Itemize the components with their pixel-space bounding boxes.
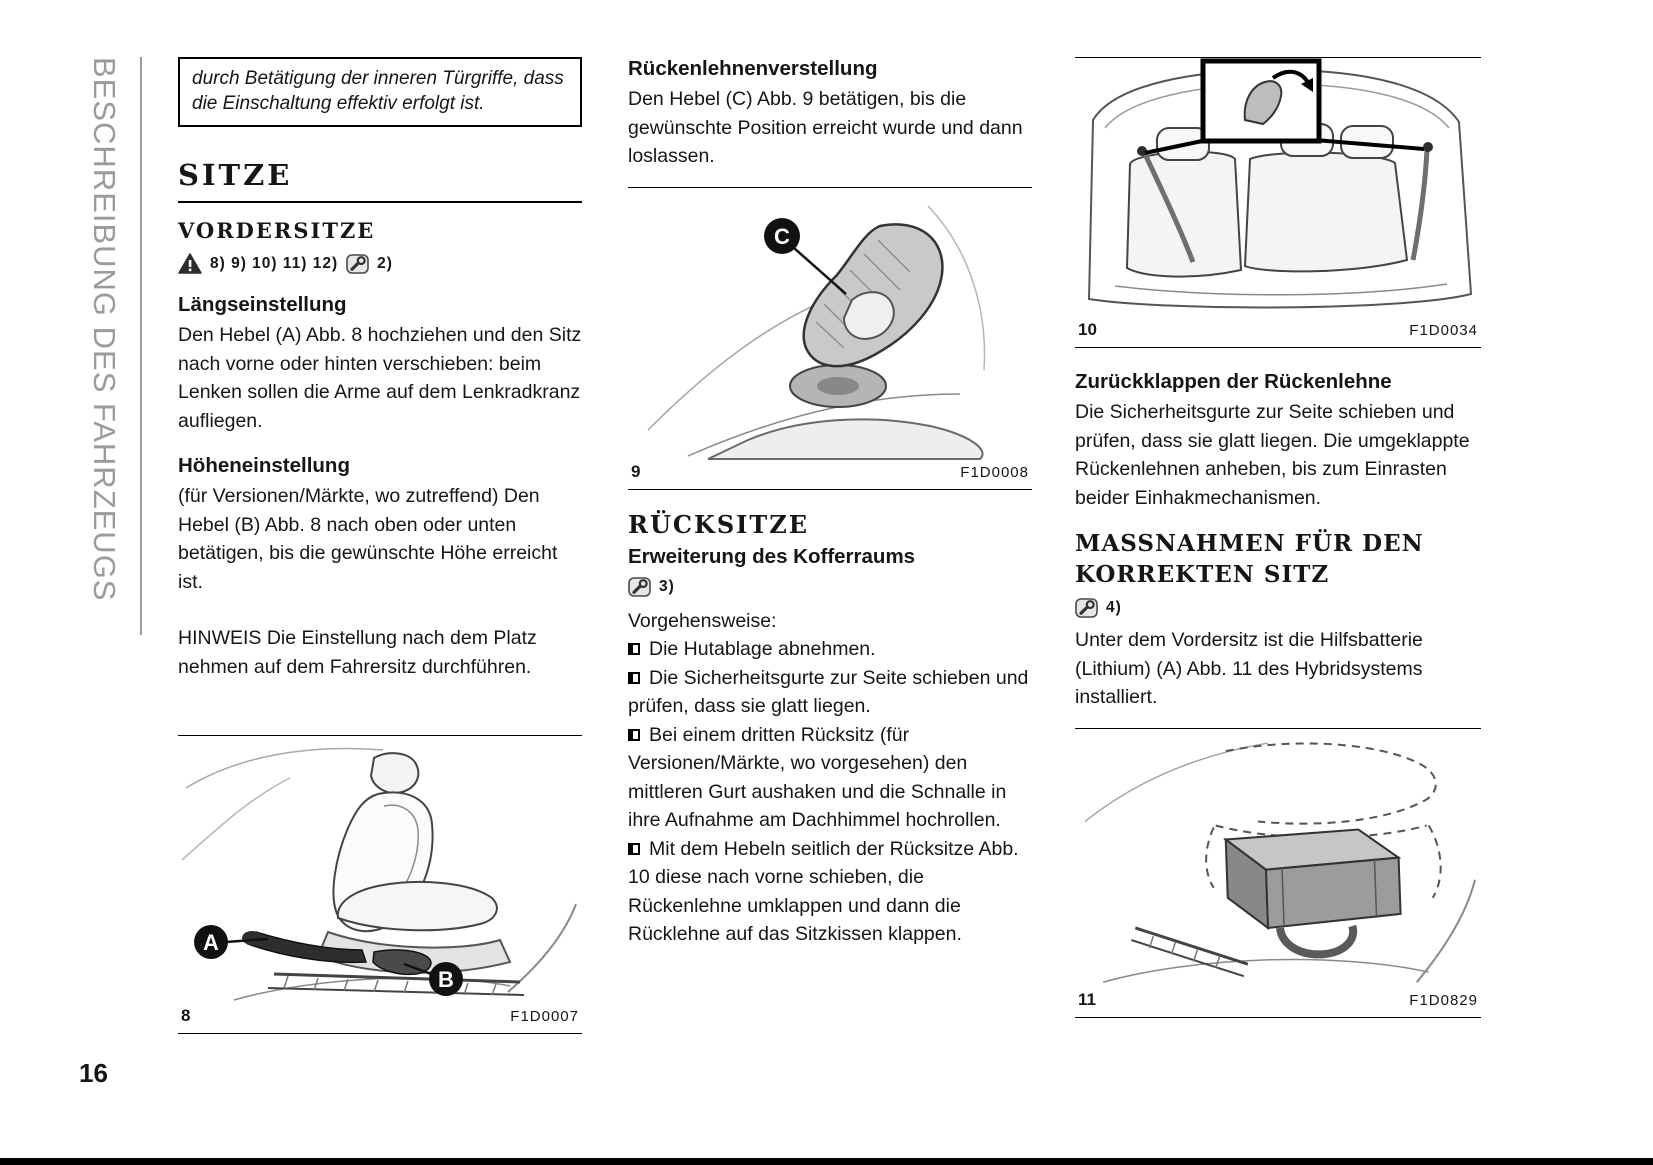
paragraph-zurueckklappen: Die Sicherheitsgurte zur Seite schieben und prüfen, dass sie glatt liegen. Die umgeklappte Rückenlehnen anheben, bis zum Einrasten beider Einhakmechanismen. xyxy=(1075,401,1470,509)
paragraph-rueckenlehnenverstellung: Den Hebel (C) Abb. 9 betätigen, bis die gewünschte Position erreicht wurde und dann loslassen. xyxy=(628,88,1023,167)
step-text: Mit dem Hebeln seitlich der Rücksitze Abb. 10 diese nach vorne schieben, die Rückenlehne umklappen und dann die Rücklehne auf das Sitzkissen klappen. xyxy=(628,837,1019,945)
square-bullet-icon xyxy=(628,672,640,684)
figure-9-caption xyxy=(628,460,1032,489)
workshop-icon xyxy=(1075,598,1098,618)
heading-rueckenlehnenverstellung: Rückenlehnenverstellung xyxy=(628,57,878,80)
section-title-sitze: SITZE xyxy=(178,158,582,203)
figure-10 xyxy=(1075,57,1481,348)
workshop-icon xyxy=(346,254,369,274)
step-text: Bei einem dritten Rücksitz (für Versionen/Märkte, wo vorgesehen) den mittleren Gurt aushaken und die Schnalle in ihre Aufnahme am Dachhimmel hochrollen. xyxy=(628,723,1007,831)
step-text: Die Sicherheitsgurte zur Seite schieben und prüfen, dass sie glatt liegen. xyxy=(628,666,1029,717)
figure-10-number: 10 xyxy=(1078,320,1097,339)
workshop-note-ref: 3) xyxy=(659,577,675,595)
figure-8 xyxy=(178,735,582,1034)
workshop-note-ref: 4) xyxy=(1106,599,1122,616)
list-item xyxy=(628,721,1032,835)
figure-11-caption xyxy=(1075,988,1481,1017)
figure-11-number: 11 xyxy=(1078,989,1096,1009)
reference-icon-row xyxy=(628,577,1032,597)
figure-8-caption xyxy=(178,1004,582,1033)
list-item xyxy=(628,635,1032,664)
backrest-lever-illustration xyxy=(628,188,1032,460)
figure-11-code: F1D0829 xyxy=(1409,991,1478,1009)
fig8-label-b: B xyxy=(438,967,454,992)
paragraph-hilfsbatterie: Unter dem Vordersitz ist die Hilfsbatterie (Lithium) (A) Abb. 11 des Hybridsystems installiert. xyxy=(1075,629,1423,708)
carryover-note-box: durch Betätigung der inneren Türgriffe, dass die Einschaltung effektiv erfolgt ist. xyxy=(178,57,582,127)
list-item xyxy=(628,664,1032,721)
figure-11 xyxy=(1075,728,1481,1018)
warning-note-refs: 8) 9) 10) 11) 12) xyxy=(210,254,339,272)
workshop-note-ref: 2) xyxy=(377,254,393,272)
list-item xyxy=(628,835,1032,949)
page-bottom-edge xyxy=(0,1158,1653,1165)
column-left xyxy=(178,57,582,1034)
square-bullet-icon xyxy=(628,729,640,741)
paragraph-hoeheneinstellung: (für Versionen/Märkte, wo zutreffend) Den Hebel (B) Abb. 8 nach oben oder unten betätigen, bis die gewünschte Höhe erreicht ist. xyxy=(178,485,558,593)
page-number: 16 xyxy=(79,1058,108,1088)
figure-10-caption xyxy=(1075,318,1481,347)
heading-zurueckklappen: Zurückklappen der Rückenlehne xyxy=(1075,370,1392,393)
reference-icon-row xyxy=(178,253,582,274)
heading-kofferraum-erweiterung: Erweiterung des Kofferraums xyxy=(628,544,916,568)
column-right xyxy=(1075,57,1481,1018)
figure-8-code: F1D0007 xyxy=(510,1008,579,1025)
figure-9-number: 9 xyxy=(631,461,641,481)
column-middle xyxy=(628,57,1032,949)
paragraph-laengseinstellung: Den Hebel (A) Abb. 8 hochziehen und den Sitz nach vorne oder hinten verschieben: beim Lenken sollen die Arme auf dem Lenkradkranz aufliegen. xyxy=(178,324,582,432)
subsection-title-vordersitze: VORDERSITZE xyxy=(178,218,376,243)
heading-hoeheneinstellung: Höheneinstellung xyxy=(178,454,350,477)
auxiliary-battery-illustration xyxy=(1075,729,1481,988)
subsection-title-ruecksitze: RÜCKSITZE xyxy=(628,509,810,539)
fig8-label-a: A xyxy=(203,930,219,955)
paragraph-vorgehensweise: Vorgehensweise: xyxy=(628,609,777,632)
subsection-title-massnahmen: MASSNAHMEN FÜR DEN KORREKTEN SITZ xyxy=(1075,530,1424,588)
workshop-icon xyxy=(628,577,651,597)
heading-laengseinstellung: Längseinstellung xyxy=(178,293,347,316)
square-bullet-icon xyxy=(628,843,640,855)
chapter-title-vertical: BESCHREIBUNG DES FAHRZEUGS xyxy=(87,57,122,602)
rear-seat-illustration xyxy=(1075,58,1481,318)
figure-9 xyxy=(628,187,1032,490)
paragraph-hinweis: HINWEIS Die Einstellung nach dem Platz nehmen auf dem Fahrersitz durchführen. xyxy=(178,627,537,678)
seat-adjustment-illustration xyxy=(178,736,582,1004)
chapter-title-rule xyxy=(140,57,142,635)
warning-icon xyxy=(178,253,202,274)
figure-8-number: 8 xyxy=(181,1006,191,1025)
figure-9-code: F1D0008 xyxy=(960,463,1029,481)
fig9-label-c: C xyxy=(774,223,790,249)
figure-10-code: F1D0034 xyxy=(1409,322,1478,339)
square-bullet-icon xyxy=(628,643,640,655)
reference-icon-row xyxy=(1075,598,1481,618)
step-text: Die Hutablage abnehmen. xyxy=(649,638,876,660)
